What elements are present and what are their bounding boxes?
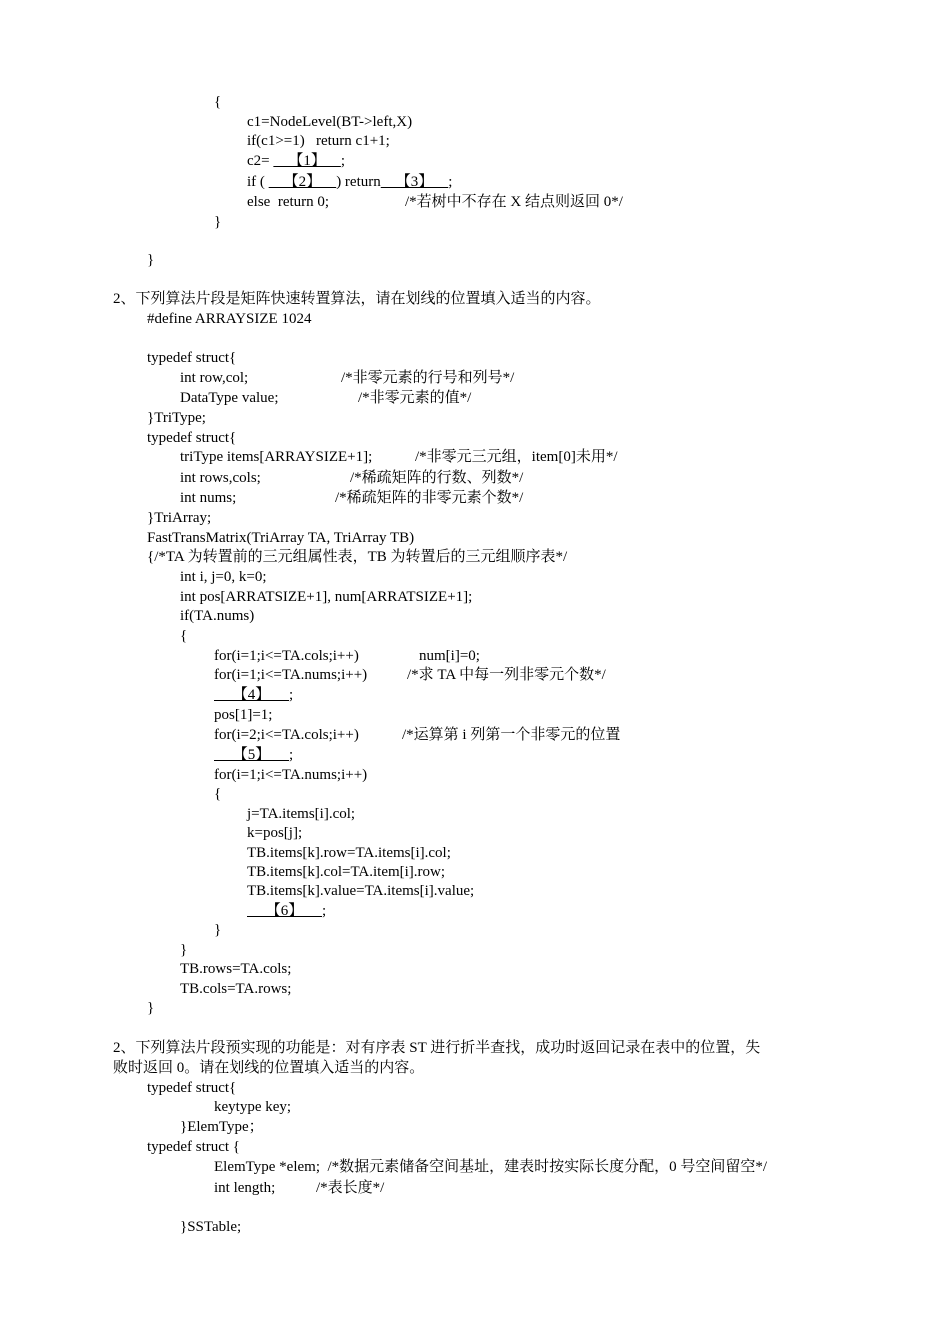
text-line xyxy=(180,468,261,488)
line-text: for(i=1;i<=TA.nums;i++) xyxy=(214,667,368,683)
line-text: c2= xyxy=(247,153,274,169)
text-line xyxy=(180,979,291,999)
text-line xyxy=(147,508,211,528)
line-text: } xyxy=(147,1000,155,1016)
fill-in-blank: 【6】 xyxy=(247,903,323,919)
text-line xyxy=(214,665,367,685)
text-line xyxy=(180,626,187,646)
line-text-after: ; xyxy=(340,153,346,169)
line-text: int row,col; xyxy=(180,370,249,386)
line-text-after: ; xyxy=(289,687,294,703)
text-line xyxy=(247,823,302,843)
line-text: } xyxy=(147,252,155,268)
text-line xyxy=(247,131,390,151)
text-line xyxy=(180,606,254,626)
code-comment: /*表长度*/ xyxy=(316,1180,385,1196)
line-text: }TriType; xyxy=(147,410,206,426)
text-line xyxy=(147,348,236,368)
text-line xyxy=(147,998,154,1018)
text-line xyxy=(113,289,601,309)
line-text: for(i=1;i<=TA.nums;i++) xyxy=(214,767,368,783)
text-line xyxy=(147,428,236,448)
text-line xyxy=(214,1097,291,1117)
line-text: TB.items[k].row=TA.items[i].col; xyxy=(247,845,451,861)
code-comment: /*非零元素的行号和列号*/ xyxy=(341,370,515,386)
text-line xyxy=(180,388,279,408)
text-line xyxy=(180,488,236,508)
line-text: keytype key; xyxy=(214,1099,292,1115)
line-text: DataType value; xyxy=(180,390,279,406)
line-text-after: ) return xyxy=(336,174,381,190)
line-text: {/*TA 为转置前的三元组属性表，TB 为转置后的三元组顺序表*/ xyxy=(147,549,568,565)
text-line xyxy=(214,646,359,666)
line-text: j=TA.items[i].col; xyxy=(247,806,356,822)
text-line xyxy=(247,901,326,921)
line-text: if(TA.nums) xyxy=(180,608,255,624)
text-line xyxy=(180,587,472,607)
text-line xyxy=(247,881,474,901)
line-text: TB.items[k].col=TA.item[i].row; xyxy=(247,864,446,880)
line-text: for(i=2;i<=TA.cols;i++) xyxy=(214,727,359,743)
text-line xyxy=(247,192,329,212)
code-comment: num[i]=0; xyxy=(419,648,480,664)
line-text-after: ; xyxy=(289,747,294,763)
code-comment: /*非零元素的值*/ xyxy=(358,390,472,406)
text-line xyxy=(247,151,345,171)
line-text: int pos[ARRATSIZE+1], num[ARRATSIZE+1]; xyxy=(180,589,473,605)
code-comment: /*运算第 i 列第一个非零元的位置 xyxy=(402,727,621,743)
text-line xyxy=(247,112,412,132)
text-line xyxy=(180,447,372,467)
line-text: 败时返回 0。请在划线的位置填入适当的内容。 xyxy=(113,1060,425,1076)
line-text: if ( xyxy=(247,174,269,190)
text-line xyxy=(180,1217,241,1237)
line-text: ElemType *elem; /*数据元素储备空间基址，建表时按实际长度分配，0 号空间留空*/ xyxy=(214,1159,768,1175)
line-text: FastTransMatrix(TriArray TA, TriArray TB) xyxy=(147,530,415,546)
fill-in-blank: 【3】 xyxy=(380,174,449,190)
line-text: } xyxy=(214,922,222,938)
text-line xyxy=(214,725,359,745)
text-line xyxy=(180,368,248,388)
code-comment: /*稀疏矩阵的行数、列数*/ xyxy=(350,470,524,486)
fill-in-blank: 【4】 xyxy=(214,687,290,703)
text-line xyxy=(214,765,367,785)
text-line xyxy=(147,309,311,329)
line-text: int i, j=0, k=0; xyxy=(180,569,267,585)
line-text: pos[1]=1; xyxy=(214,707,273,723)
code-comment: /*求 TA 中每一列非零元个数*/ xyxy=(407,667,606,683)
fill-in-blank: 【1】 xyxy=(273,153,341,169)
line-text: { xyxy=(214,94,222,110)
text-line xyxy=(147,250,154,270)
text-line xyxy=(147,547,567,567)
text-line xyxy=(147,1137,240,1157)
line-text: typedef struct{ xyxy=(147,1080,237,1096)
text-line xyxy=(214,1178,275,1198)
text-line xyxy=(247,804,355,824)
line-text: { xyxy=(180,628,188,644)
text-line xyxy=(214,745,293,765)
text-line xyxy=(214,920,221,940)
text-line xyxy=(180,567,267,587)
line-text: { xyxy=(214,786,222,802)
text-line xyxy=(113,1038,760,1058)
text-line xyxy=(214,685,293,705)
line-text: int nums; xyxy=(180,490,237,506)
line-text: typedef struct{ xyxy=(147,350,237,366)
text-line xyxy=(247,862,445,882)
line-text: TB.items[k].value=TA.items[i].value; xyxy=(247,883,475,899)
text-line xyxy=(113,1058,424,1078)
line-text: 2、下列算法片段预实现的功能是：对有序表 ST 进行折半查找，成功时返回记录在表中的位置，失 xyxy=(113,1040,761,1056)
text-line xyxy=(214,784,221,804)
line-text: TB.cols=TA.rows; xyxy=(180,981,292,997)
text-line xyxy=(180,940,187,960)
line-text: }SSTable; xyxy=(180,1219,242,1235)
text-line xyxy=(247,843,451,863)
line-text: typedef struct { xyxy=(147,1139,241,1155)
line-text: else return 0; xyxy=(247,194,330,210)
text-line xyxy=(214,1157,767,1177)
line-text: 2、下列算法片段是矩阵快速转置算法，请在划线的位置填入适当的内容。 xyxy=(113,291,601,307)
line-text: k=pos[j]; xyxy=(247,825,303,841)
code-comment: /*若树中不存在 X 结点则返回 0*/ xyxy=(405,194,623,210)
text-line xyxy=(147,1078,236,1098)
code-comment: /*非零元三元组，item[0]未用*/ xyxy=(415,449,618,465)
line-text: TB.rows=TA.cols; xyxy=(180,961,292,977)
line-text: triType items[ARRAYSIZE+1]; xyxy=(180,449,373,465)
line-text: int rows,cols; xyxy=(180,470,261,486)
line-text: #define ARRAYSIZE 1024 xyxy=(147,311,312,327)
line-text-after: ; xyxy=(448,174,453,190)
line-text-after: ; xyxy=(322,903,327,919)
text-line xyxy=(180,1117,264,1137)
text-line xyxy=(147,408,206,428)
text-line xyxy=(247,172,452,192)
text-line xyxy=(214,92,221,112)
text-line xyxy=(147,528,414,548)
line-text: int length; xyxy=(214,1180,276,1196)
text-line xyxy=(214,705,272,725)
line-text: }ElemType； xyxy=(180,1119,264,1135)
text-line xyxy=(214,212,221,232)
line-text: c1=NodeLevel(BT->left,X) xyxy=(247,114,413,130)
line-text: if(c1>=1) return c1+1; xyxy=(247,133,390,149)
line-text: } xyxy=(214,214,222,230)
line-text: }TriArray; xyxy=(147,510,212,526)
line-text: for(i=1;i<=TA.cols;i++) xyxy=(214,648,359,664)
line-text: } xyxy=(180,942,188,958)
fill-in-blank: 【2】 xyxy=(268,174,337,190)
code-comment: /*稀疏矩阵的非零元素个数*/ xyxy=(335,490,524,506)
text-line xyxy=(180,959,291,979)
line-text: typedef struct{ xyxy=(147,430,237,446)
fill-in-blank: 【5】 xyxy=(214,747,290,763)
